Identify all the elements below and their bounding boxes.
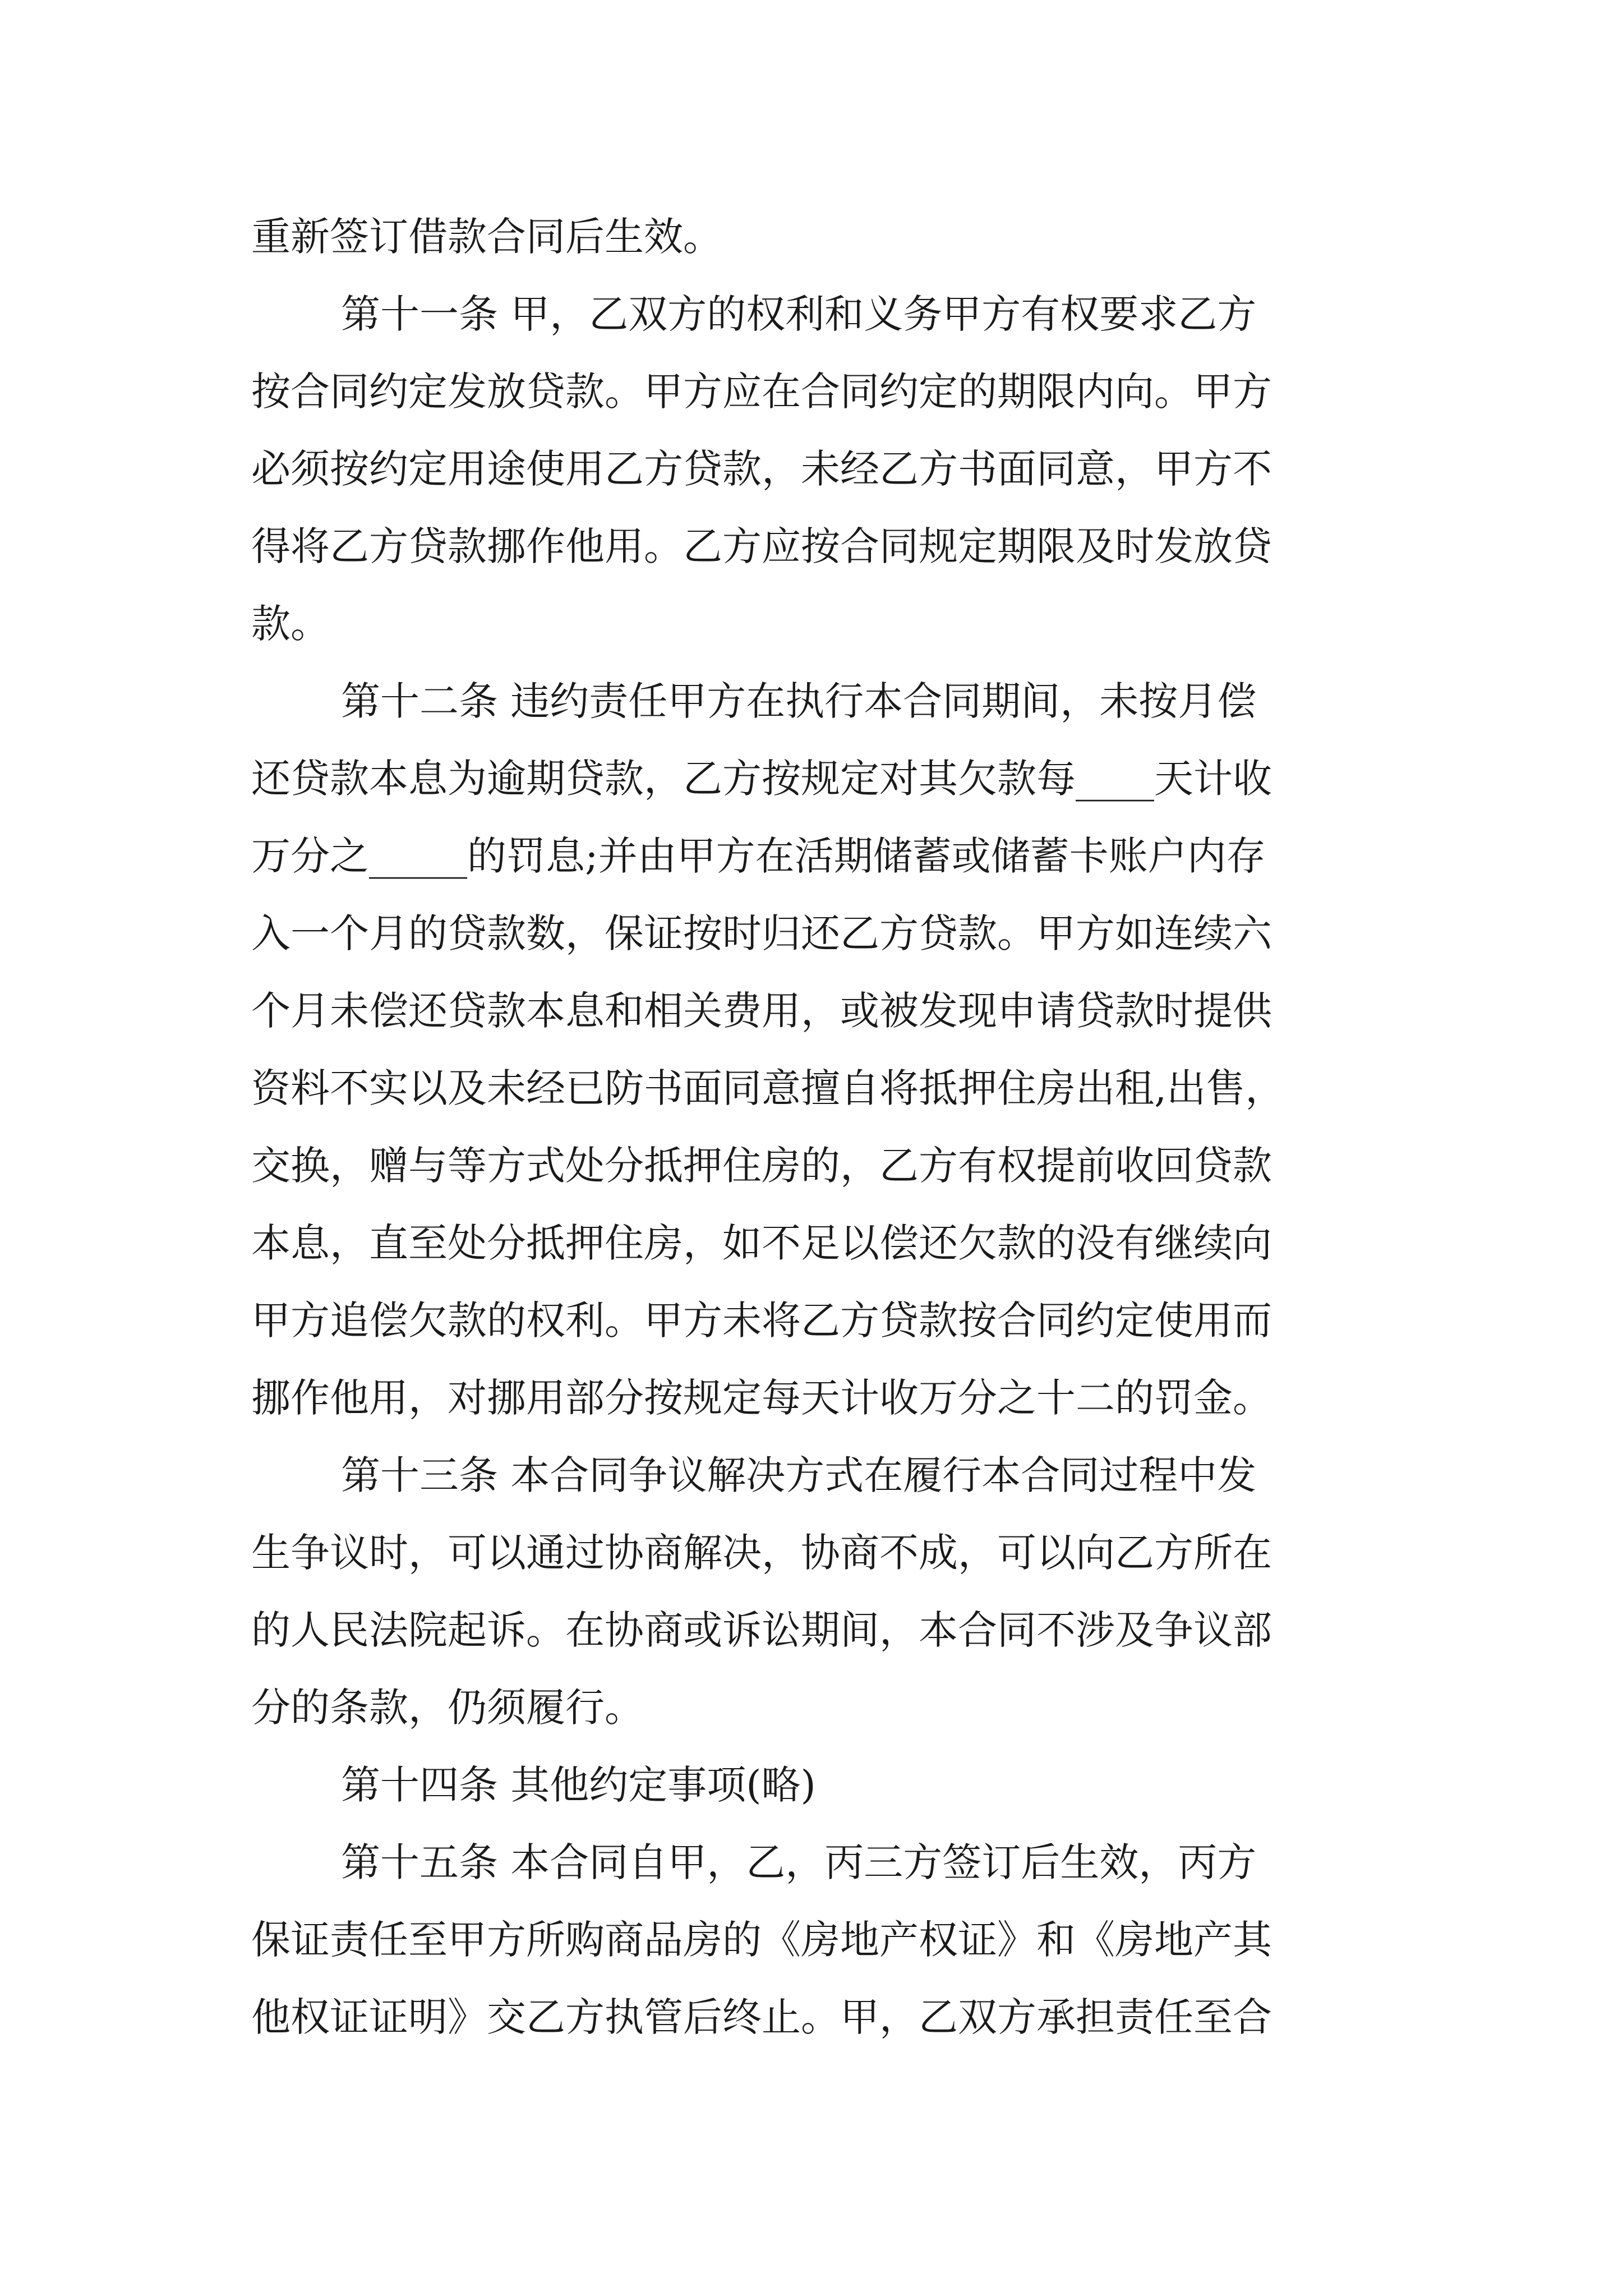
text-line: 按合同约定发放贷款。甲方应在合同约定的期限内向。甲方 <box>251 369 1272 415</box>
article-11-heading: 第十一条 甲，乙双方的权利和义务甲方有权要求乙方 <box>341 291 1257 337</box>
text-line: 必须按约定用途使用乙方贷款，未经乙方书面同意，甲方不 <box>251 446 1272 492</box>
article-15-heading: 第十五条 本合同自甲，乙，丙三方签订后生效，丙方 <box>341 1839 1257 1885</box>
text-line: 他权证证明》交乙方执管后终止。甲，乙双方承担责任至合 <box>251 1994 1272 2040</box>
article-13-heading: 第十三条 本合同争议解决方式在履行本合同过程中发 <box>341 1452 1257 1498</box>
text-line: 资料不实以及未经已防书面同意擅自将抵押住房出租,出售， <box>251 1065 1285 1111</box>
text-line: 本息，直至处分抵押住房，如不足以偿还欠款的没有继续向 <box>251 1220 1272 1266</box>
text-line: 万分之_____的罚息;并由甲方在活期储蓄或储蓄卡账户内存 <box>251 833 1266 879</box>
text-line: 分的条款，仍须履行。 <box>251 1685 644 1731</box>
article-12-heading: 第十二条 违约责任甲方在执行本合同期间，未按月偿 <box>341 678 1257 724</box>
text-line: 交换，赠与等方式处分抵押住房的，乙方有权提前收回贷款 <box>251 1143 1272 1189</box>
text-line: 得将乙方贷款挪作他用。乙方应按合同规定期限及时发放贷 <box>251 523 1272 569</box>
text-line: 款。 <box>251 601 330 647</box>
text-line: 个月未偿还贷款本息和相关费用，或被发现申请贷款时提供 <box>251 988 1272 1034</box>
text-line: 入一个月的贷款数，保证按时归还乙方贷款。甲方如连续六 <box>251 910 1272 956</box>
text-line: 的人民法院起诉。在协商或诉讼期间，本合同不涉及争议部 <box>251 1607 1272 1653</box>
text-line: 甲方追偿欠款的权利。甲方未将乙方贷款按合同约定使用而 <box>251 1297 1272 1343</box>
text-line: 挪作他用，对挪用部分按规定每天计收万分之十二的罚金。 <box>251 1375 1272 1421</box>
text-line: 生争议时，可以通过协商解决，协商不成，可以向乙方所在 <box>251 1530 1272 1576</box>
text-line: 重新签订借款合同后生效。 <box>251 214 722 260</box>
text-line: 保证责任至甲方所购商品房的《房地产权证》和《房地产其 <box>251 1917 1272 1963</box>
article-14-heading: 第十四条 其他约定事项(略) <box>341 1762 816 1808</box>
text-line: 还贷款本息为逾期贷款，乙方按规定对其欠款每____天计收 <box>251 756 1272 802</box>
